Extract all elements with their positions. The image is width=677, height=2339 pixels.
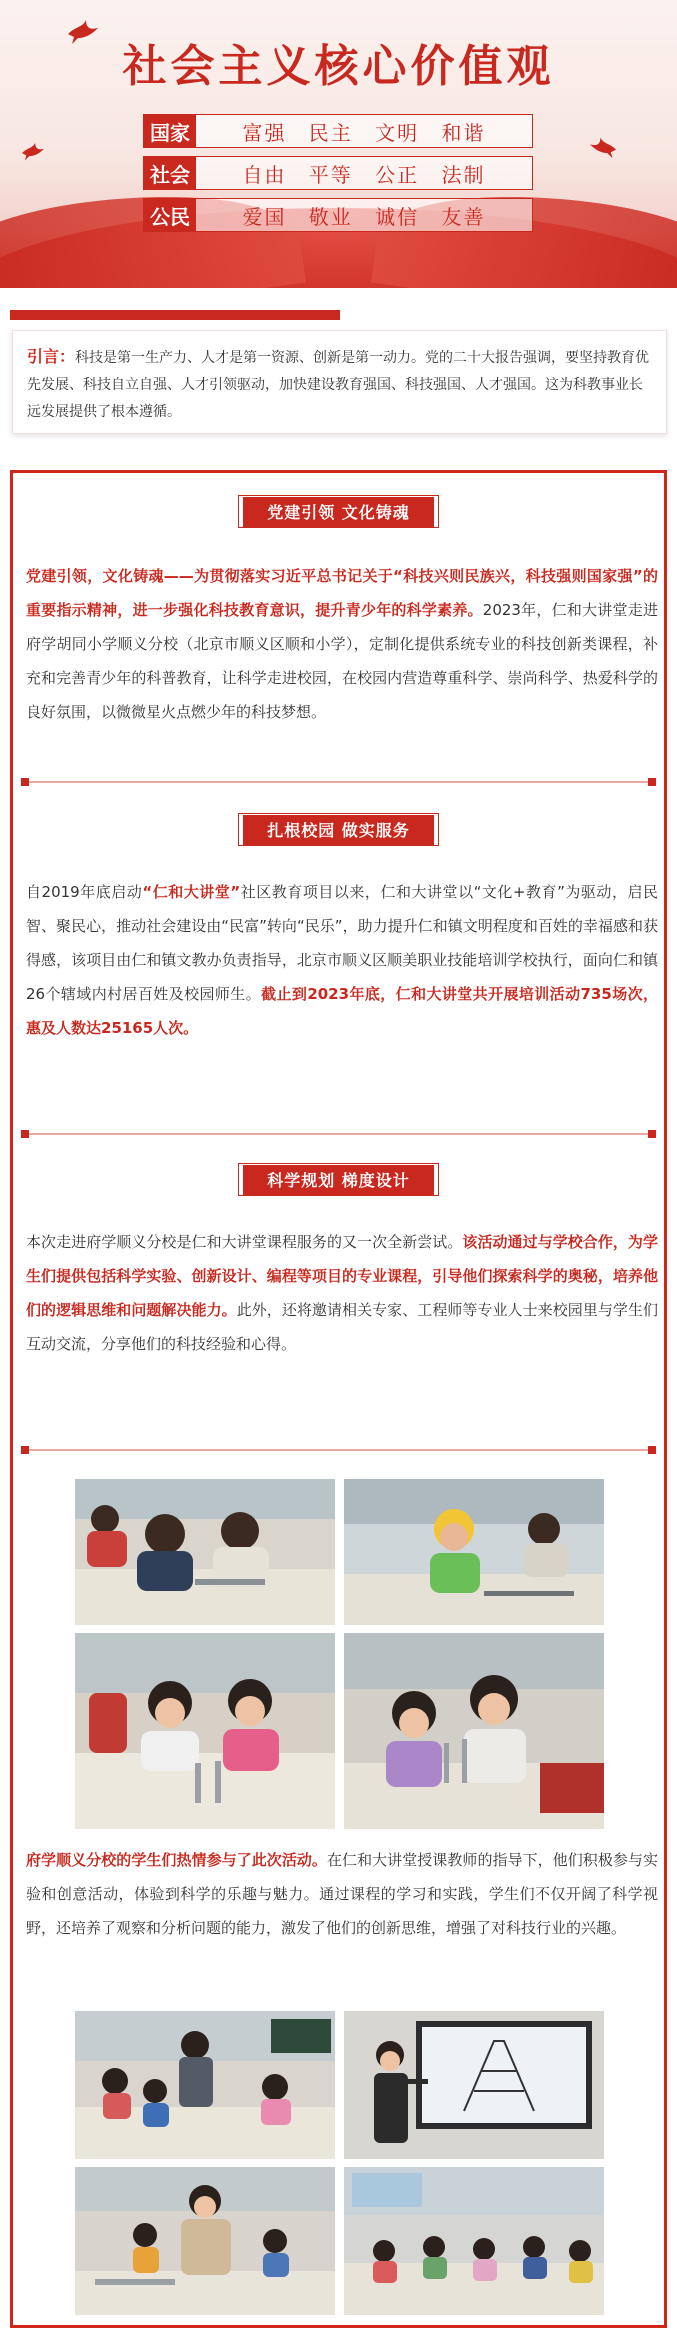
section-2-text-b: 社区教育项目以来，仁和大讲堂以“文化+教育”为驱动，启民智、聚民心，推动社会建设由“民富”转向“民乐”，助力提升仁和镇文明程度和百姓的幸福感和获得感，该项目由仁和镇文教办负责指导，北京市顺义区顺美职业技能培训学校执行，面向仁和镇26个辖域内村居百姓及校园师生。: [26, 883, 658, 1003]
section-3-title: [13, 1163, 664, 1196]
section-2-title: [13, 813, 664, 846]
intro-accent-bar: [10, 310, 340, 320]
values-row-key: 社会: [144, 157, 196, 189]
values-row-citizen: [143, 198, 533, 232]
section-divider: [21, 1133, 656, 1135]
activity-photo: [75, 2167, 335, 2315]
section-3-text-b: 此外，还将邀请相关专家、工程师等专业人士来校园里与学生们互动交流，分享他们的科技经验和心得。: [26, 1301, 658, 1353]
values-row-key: 国家: [144, 115, 196, 147]
section-1-text: 2023年，仁和大讲堂走进府学胡同小学顺义分校（北京市顺义区顺和小学），定制化提供系统专业的科技创新类课程，补充和完善青少年的科普教育，让科学走进校园，在校园内营造尊重科学、崇尚科学、热爱科学的良好氛围，以微微星火点燃少年的科技梦想。: [26, 601, 658, 721]
section-title-label: 科学规划 梯度设计: [243, 1165, 434, 1196]
dove-icon: [20, 140, 46, 162]
section-title-label: 党建引领 文化铸魂: [243, 497, 434, 528]
section-2-highlight-b: 截止到2023年底，仁和大讲堂共开展培训活动735场次，惠及人数达25165人次。: [26, 985, 658, 1037]
photos-caption: [26, 1843, 658, 1945]
photos-caption-text: 在仁和大讲堂授课教师的指导下，他们积极参与实验和创意活动，体验到科学的乐趣与魅力。通过课程的学习和实践，学生们不仅开阔了科学视野，还培养了观察和分析问题的能力，激发了他们的创新思维，增强了对科技行业的兴趣。: [26, 1851, 658, 1937]
values-row-key: 公民: [144, 199, 196, 231]
section-2-highlight-a: “仁和大讲堂”: [142, 883, 241, 901]
values-row-value: 富强 民主 文明 和谐: [242, 120, 486, 145]
section-1-body: [26, 559, 658, 729]
section-3-body: [26, 1225, 658, 1361]
core-values-list: [143, 114, 533, 240]
banner-title: 社会主义核心价值观: [122, 41, 555, 92]
activity-photo: [75, 1633, 335, 1829]
section-1-title: [13, 495, 664, 528]
activity-photo: [75, 1479, 335, 1625]
values-row-society: [143, 156, 533, 190]
values-row-nation: [143, 114, 533, 148]
section-2-text-a: 自2019年底启动: [26, 883, 143, 901]
section-divider: [21, 1449, 656, 1451]
section-1-highlight: 党建引领，文化铸魂——为贯彻落实习近平总书记关于“科技兴则民族兴，科技强则国家强”的重要指示精神，进一步强化科技教育意识，提升青少年的科学素养。: [26, 567, 658, 619]
intro-lead: 引言：: [27, 347, 76, 366]
section-divider: [21, 781, 656, 783]
article-frame: [10, 470, 667, 2328]
activity-photo: [344, 2167, 604, 2315]
intro-card: [12, 330, 667, 434]
activity-photo: [344, 2011, 604, 2159]
values-row-value: 自由 平等 公正 法制: [242, 162, 486, 187]
activity-photo: [344, 1479, 604, 1625]
section-2-body: [26, 875, 658, 1045]
activity-photo: [344, 1633, 604, 1829]
activity-photo: [75, 2011, 335, 2159]
photos-caption-highlight: 府学顺义分校的学生们热情参与了此次活动。: [26, 1851, 327, 1869]
section-3-text-a: 本次走进府学顺义分校是仁和大讲堂课程服务的又一次全新尝试。: [26, 1233, 463, 1251]
dove-icon: [588, 134, 618, 160]
core-values-banner: [0, 0, 677, 288]
section-3-highlight: 该活动通过与学校合作，为学生们提供包括科学实验、创新设计、编程等项目的专业课程，引导他们探索科学的奥秘，培养他们的逻辑思维和问题解决能力。: [26, 1233, 658, 1319]
values-row-value: 爱国 敬业 诚信 友善: [242, 204, 486, 229]
intro-text: 科技是第一生产力、人才是第一资源、创新是第一动力。党的二十大报告强调，要坚持教育优先发展、科技自立自强、人才引领驱动，加快建设教育强国、科技强国、人才强国。这为科教事业长远发展提供了根本遵循。: [27, 350, 650, 420]
section-title-label: 扎根校园 做实服务: [243, 815, 434, 846]
